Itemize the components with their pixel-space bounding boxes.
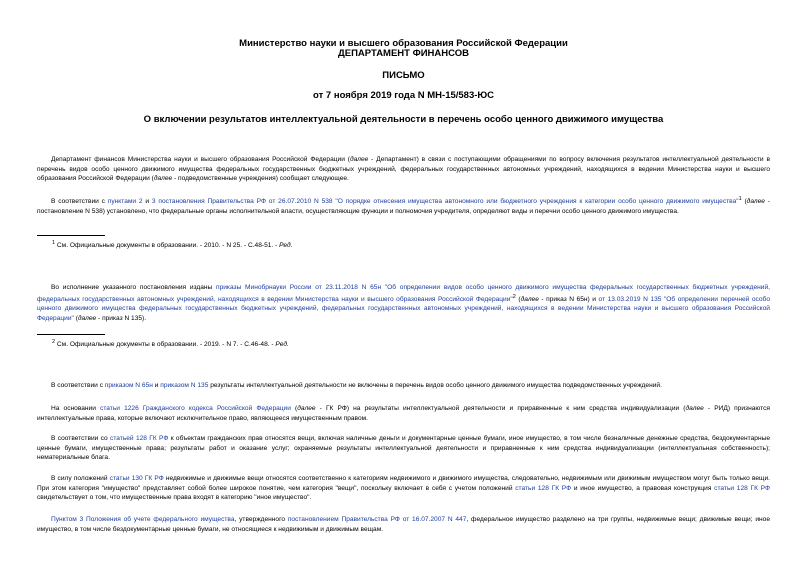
doc-date-number: от 7 ноября 2019 года N МН-15/583-ЮС	[313, 90, 494, 101]
paragraph-federal-property: Пунктом 3 Положения об учете федерального имущества, утвержденного постановлением Правительства РФ от 16.07.2007 N 447, федеральное имущество разделено на три группы, недвижимые вещи; движимые вещи; иное имущество, в том числе бездокументарные ценные бумаги, не относящиеся к недвижимым и движимым вещам.	[37, 516, 770, 533]
footnote-ref-1[interactable]: 1	[738, 196, 742, 202]
footnote-separator	[37, 235, 105, 236]
paragraph-article-130: В силу положений статьи 130 ГК РФ недвижимые и движимые вещи относятся соответственно к категориям недвижимого и движимого имущества, следовательно, недвижимым или движимым имуществом могут быть только вещи. При этом категория "имущество" представляет собой более широкое понятие, чем категория "вещи", поскольку включает в себя с учетом положений статьи 128 ГК РФ и иное имущество, а правовая конструкция статьи 128 ГК РФ свидетельствует о том, что имущественные права входят в категорию "иное имущество".	[37, 475, 771, 502]
link-point-3-regulation[interactable]: Пунктом 3 Положения об учете федерального имущества	[51, 516, 235, 523]
link-article-128-c[interactable]: статьи 128 ГК РФ	[714, 484, 771, 492]
paragraph-not-included: В соответствии с приказом N 65н и приказом N 135 результаты интеллектуальной деятельности не включены в перечень видов особо ценного движимого имущества подведомственных учреждений.	[51, 382, 662, 389]
ministry-title: Министерство науки и высшего образования Российской Федерации	[239, 38, 568, 49]
link-article-130[interactable]: статьи 130 ГК РФ	[109, 475, 164, 482]
paragraph-orders: Во исполнение указанного постановления изданы приказы Минобрнауки России от 23.11.2018 N 65н "Об определении видов особо ценного движимого имущества федеральных государственных бюджетных учреждений, федеральных государственных автономных учреждений, находящихся в ведении Министерства науки и высшего образования Российской Федерации"$^2$ (далее - приказ N 65н) и от 13.03.2019 N 135 "Об определении перечней особо ценного движимого имущества федеральных государственных бюджетных учреждений, федеральных государственных автономных учреждений, находящихся в ведении Министерства науки и высшего образования Российской Федерации" (далее - приказ N 135).	[37, 284, 770, 322]
link-order-65n-short[interactable]: приказом N 65н	[104, 382, 153, 389]
link-points-2[interactable]: пунктами 2	[107, 198, 143, 206]
paragraph-article-128: В соответствии со статьей 128 ГК РФ к объектам гражданских прав относятся вещи, включая наличные деньги и документарные ценные бумаги, иное имущество, в том числе безналичные денежные средства, бездокументарные ценные бумаги, имущественные права; результаты работ и оказание услуг; охраняемые результаты интеллектуальной деятельности и приравненные к ним средства индивидуализации (интеллектуальная собственность); нематериальные блага.	[37, 435, 770, 462]
paragraph-intro: Департамент финансов Министерства науки и высшего образования Российской Федерации (далее - Департамент) в связи с поступающими обращениями по вопросу включения результатов интеллектуальной деятельности в перечень видов особо ценного движимого имущества федеральных государственных бюджетных учреждений, федеральных государственных автономных учреждений, находящихся в ведении Министерства науки и высшего образования Российской Федерации (далее - подведомственные учреждения) сообщает следующее.	[37, 156, 770, 183]
link-order-65n[interactable]: приказы Минобрнауки России от 23.11.2018 N 65н "Об определении видов особо ценного движимого имущества федеральных государственных бюджетных учреждений, федеральных государственных автономных учреждений, находящихся в ведении Министерства науки и высшего образования Российской Федерации"	[37, 284, 770, 303]
paragraph-resolution-538: В соответствии с пунктами 2 и 3 постановления Правительства РФ от 26.07.2010 N 538 "О порядке отнесения имущества автономного или бюджетного учреждения к категории особо ценного движимого имущества"$^1$ (далее - постановление N 538) установлено, что федеральные органы исполнительной власти, осуществляющие функции и полномочия учредителя, определяют виды и перечни особо ценного движимого имущества.	[37, 196, 770, 215]
department-title: ДЕПАРТАМЕНТ ФИНАНСОВ	[337, 48, 469, 59]
link-article-128-b[interactable]: статьи 128 ГК РФ	[515, 484, 572, 492]
footnote-separator	[37, 334, 105, 335]
link-article-1226[interactable]: статьи 1226 Гражданского кодекса Российской Федерации	[100, 405, 291, 412]
footnote-ref-2[interactable]: 2	[512, 293, 516, 300]
paragraph-article-1226: На основании статьи 1226 Гражданского кодекса Российской Федерации (далее - ГК РФ) на результаты интеллектуальной деятельности и приравненные к ним средства индивидуализации (далее - РИД) признаются интеллектуальные права, которые включают исключительное право, являющееся имущественным правом.	[37, 405, 770, 422]
doc-subject: О включении результатов интеллектуальной деятельности в перечень особо ценного движимого имущества	[143, 114, 664, 125]
doc-type: ПИСЬМО	[382, 70, 425, 81]
link-article-128[interactable]: статьей 128 ГК РФ	[110, 435, 169, 442]
link-resolution-447[interactable]: постановлением Правительства РФ от 16.07.2007 N 447	[287, 516, 467, 523]
footnote-1: $^1$ См. Официальные документы в образовании. - 2010. - N 25. - С.48-51. - Ред.	[52, 240, 293, 250]
link-order-135[interactable]: от 13.03.2019 N 135 "Об определении перечней особо ценного движимого имущества федеральных государственных бюджетных учреждений, федеральных государственных автономных учреждений, находящихся в ведении Министерства науки и высшего образования Российской Федерации"	[37, 295, 770, 322]
link-resolution-538[interactable]: 3 постановления Правительства РФ от 26.07.2010 N 538 "О порядке отнесения имущества автономного или бюджетного учреждения к категории особо ценного движимого имущества"	[151, 198, 739, 206]
footnote-2: $^2$ См. Официальные документы в образовании. - 2019. - N 7. - С.46-48. - Ред.	[52, 339, 289, 349]
link-order-135-short[interactable]: приказом N 135	[160, 382, 209, 389]
